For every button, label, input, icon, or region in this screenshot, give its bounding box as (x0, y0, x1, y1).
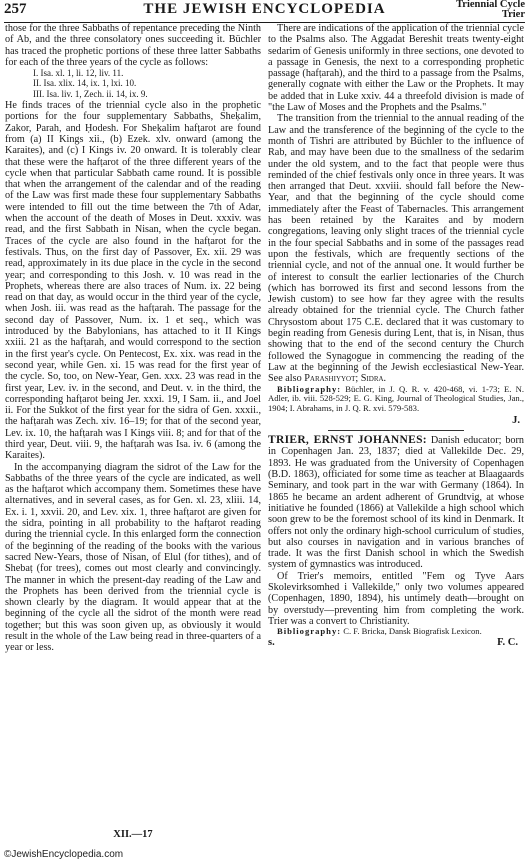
page-header (4, 0, 525, 23)
catchword-line-1: Triennial Cycle (456, 0, 525, 10)
author-signature: J. (512, 414, 520, 426)
divider (328, 430, 464, 431)
watermark[interactable]: ©JewishEncyclopedia.com (4, 849, 124, 860)
signature-mark: XII.—17 (113, 829, 153, 840)
bibliography-label: Bibliography: (277, 383, 342, 394)
signature-left: s. (268, 637, 275, 649)
bibliography (268, 627, 524, 637)
entry (268, 435, 524, 571)
page-number: 257 (4, 1, 27, 17)
left-column (5, 23, 261, 654)
paragraph: There are indications of the application of the triennial cycle to the Psalms also. The Aggadat Bereshit treats twenty-eight sedarim of Genesis uniformly in three sections, one devoted to a passage in Genesis, the next to a corresponding prophetic passage (hafṭarah), and the third to a passage from the Psalms, generally cognate with either the Law or the Prophets. It may be added that in Luke xxiv. 44 a threefold division is made of "the Law of Moses and the Prophets and the Psalms." (268, 23, 524, 114)
journal-title: THE JEWISH ENCYCLOPEDIA (143, 1, 386, 17)
catchword-line-2: Trier (501, 9, 525, 20)
bibliography-label: Bibliography: (277, 626, 342, 637)
paragraph: those for the three Sabbaths of repentance preceding the Ninth of Ab, and the three consolatory ones succeeding it. Büchler has traced the prophetic portions of these three latter Sabbaths for each of the three years of the cycle as follows: (5, 23, 261, 68)
bibliography-text: C. F. Bricka, Dansk Biografisk Lexicon. (343, 626, 482, 637)
catchword (435, 0, 525, 20)
cross-reference-link[interactable]: Parashiyyot; Sidra. (304, 373, 387, 385)
entry-title: TRIER, ERNST JOHANNES: (268, 434, 427, 447)
bibliography (268, 385, 524, 414)
bibliography-text: Büchler, in J. Q. R. v. 420-468, vi. 1-73; E. N. Adler, ib. viii. 528-529; E. G. King, Journal of Theological Studies, Jan., 1904; I. Abrahams, in J. Q. R. xvi. 579-583. (268, 383, 524, 414)
list-item: III. Isa. liv. 1, Zech. ii. 14, ix. 9. (33, 88, 148, 99)
paragraph-text: The transition from the triennial to the annual reading of the Law and the transference of the beginning of the cycle to the month of Tishri are attributed by Büchler to the influence of Rab, and may have been due to the smallness of the sedarim under the old system, and to the fact that people were thus reminded of the chief festivals only once in three years. It was then arranged that Deut. xxviii. should fall before the New-Year, and that the beginning of the cycle should come immediately after the Feast of Tabernacles. This arrangement has been retained by the Karaites and by modern congregations, leaving only slight traces of the triennial cycle in the four special Sabbaths and in some of the passages read upon the festivals, which are frequently sections of the triennial cycle, and not of the annual one. It would further be of interest to consult the earlier lectionaries of the Church (which has borrowed its first and second lessons from the Jewish custom) to see how far they agree with the results already obtained for the triennial cycle. The Church father Chrysostom about 175 C.E. declared that it was customary to begin reading from Genesis during Lent, that is, in Nisan, thus showing that to the end of the second century the Church followed the Synagogue in commencing the reading of the Law at the beginning of the Jewish ecclesiastical New-Year. See also (268, 113, 524, 385)
author-signature (268, 637, 518, 648)
signature-right: F. C. (497, 637, 518, 649)
haftarot-list (5, 68, 261, 99)
paragraph: He finds traces of the triennial cycle also in the prophetic portions for the four supplementary Sabbaths, Sheḳalim, Zakor, Parah, and Ḥodesh. For Sheḳalim hafṭarot are found from (a) II Kings xii., (b) Ezek. xlv. onward (among the Karaites), and (c) I Kings iv. 20 onward. It is tolerably clear that these were the hafṭarot of the three different years of the cycle when that particular Sabbath came round. It is possible that when the arrangement of the calendar and of the reading of the Law was first made these four supplementary Sabbaths were intended to fill out the time between the 7th of Adar, when the account of the death of Moses in Deut. xxxiv. was read, and the first Sabbath in Nisan, when the cycle began. Traces of the cycle are also found in the hafṭarot for the festivals. Thus, on the first day of Passover, Ex. xii. 29 was read, approximately in its due place in the cycle in the second year; and corresponding to this Josh. v. 10 was read in the Prophets, whereas there are also traces of Num. ix. 22 being read on that day, as would occur in the third year of the cycle, when Josh. iii. was read as the hafṭarah. The passage for the second day of Passover, Num. ix. 1 et seq., which was introduced by the Babylonians, has attached to it II Kings xxiii. 21 as the hafṭarah, and would correspond to the section in the first year's cycle. On Pentecost, Ex. xix. was read in the second year, while Gen. xi. 15 was read for the first year of the cycle. So, too, on New-Year, Gen. xxx. 23 was read in the first year, Lev. iv. in the second, and Deut. v. in the third, the corresponding hafṭarot being Jer. xxxi. 19, I Sam. ii., and Joel ii. For the Sukkot of the first year for the sidra of Gen. xxxii., the hafṭarah was Zech. xiv. 16–19; for that of the second year, Lev. ix. 10, the hafṭarah was I Kings viii. 8; and for that of the third year, Deut. viii. 9, the hafṭarah was Isa. iv. 6 (among the Karaites). (5, 100, 261, 462)
paragraph (268, 113, 524, 384)
list-item: II. Isa. xlix. 14, ix. 1, lxi. 10. (33, 78, 137, 89)
list-item: I. Isa. xl. 1, li. 12, liv. 11. (33, 68, 124, 79)
entry-text: Danish educator; born in Copenhagen Jan. 23, 1837; died at Vallekilde Dec. 29, 1893. He was graduated from the University of Copenhagen (B.D. 1863), officiated for some time as teacher at Blaagaards Seminary, and took part in the war with Germany (1864). In 1865 he became an ardent adherent of Grundtvig, at whose initiative he founded (1866) at Vallekilde a high school which soon grew to be the foremost school of its kind in Denmark. It offers not only the ordinary high-school curriculum of studies, but also courses in navigation and in various branches of trade. It was the first Danish school in which the Swedish system of gymnastics was introduced. (268, 435, 525, 571)
paragraph: In the accompanying diagram the sidrot of the Law for the Sabbaths of the three years of the cycle are indicated, as well as the hafṭarot which accompany them. Sometimes these have alternatives, and in several cases, as for Gen. xl. 23, xliii. 14, Ex. i. 1, xxvii. 20, and Lev. xix. 1, three hafṭarot are given for the sidra, pointing in all probability to the hafṭarot reading during the triennial cycle. In this enlarged form the connection of the beginning of the reading of the books with the various sacred New-Years, those of Nisan, of Elul (for tithes), and of Shebaṭ (for trees), comes out most clearly and convincingly. The manner in which the present-day reading of the Law and the Prophets has been derived from the triennial cycle is shown clearly by the diagram. It would appear that at the beginning of the cycle all the sidrot of the month were read together; but this was soon given up, as obviously it would result in the whole of the Law being read in three-quarters of a year or less. (5, 461, 261, 654)
paragraph: Of Trier's memoirs, entitled "Fem og Tyve Aars Skolevirksomhed i Vallekilde," only two volumes appeared (Copenhagen, 1890, 1894), his untimely death—brought on by overstudy—preventing him from completing the work. Trier was a convert to Christianity. (268, 570, 524, 627)
right-column (268, 23, 524, 648)
